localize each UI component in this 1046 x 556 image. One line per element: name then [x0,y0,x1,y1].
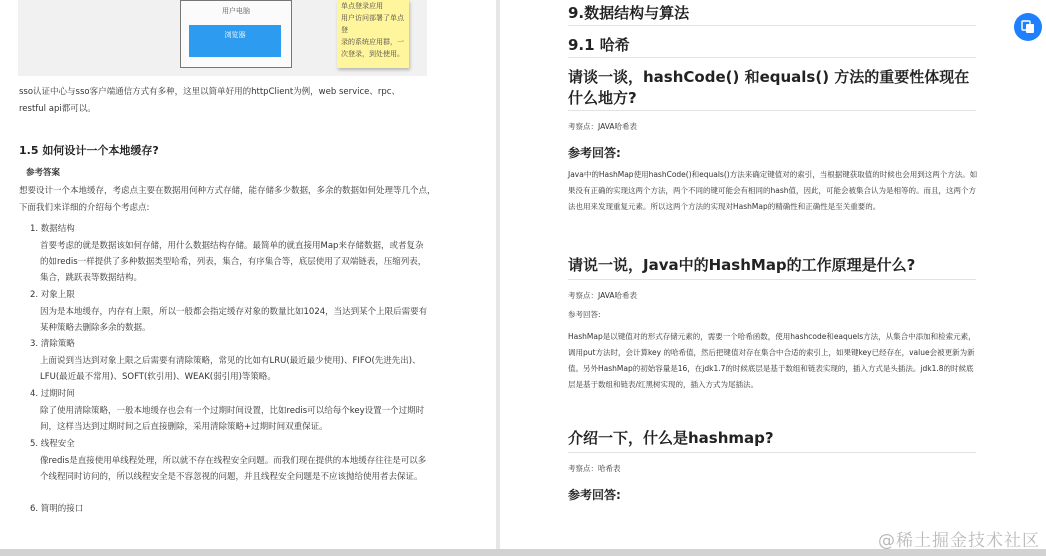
note-line: 单点登录应用 [341,2,383,10]
list-item-title: 3. 清除策略 [30,339,75,349]
question-meta: 考察点：哈希表 [568,464,621,473]
note-line: 次登录，到处使用。 [341,50,404,58]
answer-label: 参考回答: [568,310,601,319]
section-heading-hash: 9.1 哈希 [568,36,630,54]
copy-icon [1021,20,1035,34]
list-item-body: 除了使用清除策略，一般本地缓存也会有一个过期时间设置，比如redis可以给每个key设置一个过期时间，这样当达到过期时间之后直接删除，采用清除策略+过期时间双重保证。 [40,406,425,432]
question-heading: 介绍一下，什么是hashmap? [568,429,774,447]
divider [568,57,976,58]
list-item-title: 6. 简明的接口 [30,504,84,514]
browser-box: 浏览器 [189,25,281,57]
question-meta: 考察点：JAVA哈希表 [568,291,638,300]
list-item-body: 首要考虑的就是数据该如何存储，用什么数据结构存储。最简单的就直接用Map来存储数据，或者复杂的如redis一样提供了多种数据类型哈希，列表，集合，有序集合等，底层使用了双端链表，压缩列表，集合，跳跃表等数据结构。 [40,241,427,283]
intro-paragraph: sso认证中心与sso客户端通信方式有多种，这里以简单好用的httpClient为例，web service、rpc、restful api都可以。 [19,87,400,114]
section-heading: 1.5 如何设计一个本地缓存? [19,144,159,157]
answer-paragraph: Java中的HashMap使用hashCode()和equals()方法来确定键值对的索引，当根据键获取值的时候也会用到这两个方法。如果没有正确的实现这两个方法，两个不同的键可能会有相同的hash值，因此，可能会被集合认为是相等的。而且，这两个方法也用来发现重复元素。所以这两个方法的实现对HashMap的精确性和正确性是至关重要的。 [568,170,978,211]
answer-label: 参考回答: [568,146,621,160]
lead-paragraph: 想要设计一个本地缓存，考虑点主要在数据用何种方式存储，能存储多少数据，多余的数据如何处理等几个点，下面我们来详细的介绍每个考虑点: [19,186,436,213]
divider [568,452,976,453]
list-item-body: 因为是本地缓存，内存有上限，所以一般都会指定缓存对象的数量比如1024，当达到某个上限后需要有某种策略去删除多余的数据。 [40,307,428,333]
user-computer-box [180,0,292,68]
list-item-body: 像redis是直接使用单线程处理，所以就不存在线程安全问题。而我们现在提供的本地缓存往往是可以多个线程同时访问的，所以线程安全是不容忽视的问题，并且线程安全问题是不应该抛给使用者去保证。 [40,456,427,482]
divider [568,110,976,111]
divider [568,25,976,26]
question-meta: 考察点：JAVA哈希表 [568,122,638,131]
note-line: 用户访问部署了单点登 [341,14,404,34]
watermark: @稀土掘金技术社区 [878,531,1040,551]
list-item-title: 2. 对象上限 [30,290,75,300]
answer-paragraph: HashMap是以键值对的形式存储元素的，需要一个哈希函数，使用hashcode和eaquels方法，从集合中添加和检索元素，调用put方法时，会计算key 的哈希值，然后把键值对存在集合中合适的索引上，如果键key已经存在，value会被更新为新值。另外HashMap的初始容量是16，在jdk1.7的时候底层是基于数组和链表实现的，插入方式是头插法。jdk1.8的时候底层是基于数组和链表/红黑树实现的，插入方式为尾插法。 [568,332,976,389]
sticky-note [337,0,409,68]
answer-label: 参考回答: [568,488,621,502]
question-heading: 请谈一谈，hashCode() 和equals() 方法的重要性体现在什么地方? [568,68,970,107]
list-item-body: 上面说到当达到对象上限之后需要有清除策略，常见的比如有LRU(最近最少使用)、FIFO(先进先出)、LFU(最近最不常用)、SOFT(软引用)、WEAK(弱引用)等策略。 [40,356,421,382]
chapter-heading: 9.数据结构与算法 [568,4,690,22]
divider [568,279,976,280]
list-item-title: 4. 过期时间 [30,389,75,399]
list-item-title: 1. 数据结构 [30,224,75,234]
reference-answer-label: 参考答案 [26,168,61,178]
left-page [0,0,496,549]
sso-diagram [18,0,427,76]
floating-action-button[interactable] [1014,13,1042,41]
note-line: 录的系统应用群，一 [341,38,404,46]
question-heading: 请说一说，Java中的HashMap的工作原理是什么? [568,256,916,274]
user-computer-label: 用户电脑 [222,7,250,15]
list-item-title: 5. 线程安全 [30,439,75,449]
right-page [500,0,1046,549]
